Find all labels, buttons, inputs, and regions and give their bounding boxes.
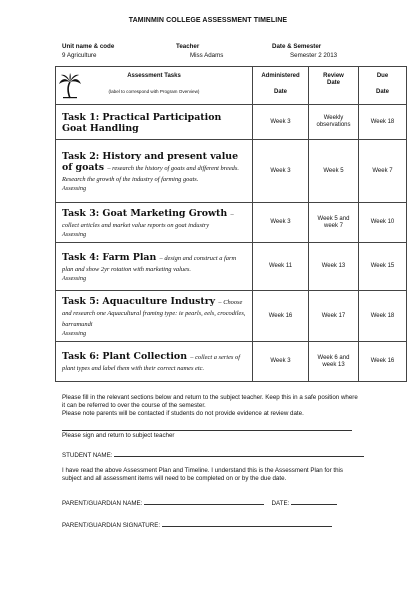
due-cell: Week 7 [359, 140, 407, 203]
table-header-row [56, 67, 407, 105]
task-assessing: Assessing [62, 274, 87, 282]
review-cell: Week 17 [309, 291, 359, 342]
parent-signature-line[interactable] [162, 521, 332, 527]
task-assessing: Assessing [62, 184, 87, 192]
assessment-timeline-table [55, 66, 407, 382]
header-due-label: Due [376, 73, 389, 79]
table-row [56, 291, 407, 342]
administered-cell: Week 3 [253, 342, 309, 382]
parent-name-label: PARENT/GUARDIAN NAME: [62, 500, 143, 507]
date-value: Semester 2 2013 [290, 52, 338, 59]
declaration-text: I have read the above Assessment Plan and Timeline. I understand this is the Assessment Plan for this subject and all assessment items will need to be completed on or by the due date. [62, 467, 343, 482]
task-cell [56, 140, 253, 203]
review-cell: Week 13 [309, 243, 359, 291]
task-description: – research the history of goats and different breeds. Research the growth of the industry of farming goats. [62, 164, 239, 183]
task-name: Task 5: Aquaculture Industry [62, 295, 216, 307]
sign-return-label: Please sign and return to subject teacher [62, 432, 175, 439]
due-cell: Week 18 [359, 291, 407, 342]
task-description: – collect a series of plant types and label them with their correct names etc. [62, 354, 240, 372]
review-cell: Week 6 and week 13 [309, 342, 359, 382]
table-row [56, 203, 407, 243]
task-name: Task 2: History and present value of goats [62, 150, 239, 173]
unit-value: 9 Agriculture [62, 52, 97, 59]
task-assessing: Assessing [62, 230, 87, 238]
task-name: Task 4: Farm Plan [62, 251, 157, 263]
header-due [359, 67, 407, 105]
teacher-label: Teacher [176, 43, 200, 50]
parent-signature-label: PARENT/GUARDIAN SIGNATURE: [62, 522, 161, 529]
parent-name-line[interactable] [144, 499, 264, 505]
administered-cell: Week 11 [253, 243, 309, 291]
table-row [56, 342, 407, 382]
parent-name-field[interactable] [62, 499, 337, 508]
unit-label: Unit name & code [62, 43, 115, 50]
task-description: – design and construct a farm plan and show 2yr rotation with marketing values. [62, 254, 237, 273]
task-assessing: Assessing [62, 329, 87, 337]
review-cell: Week 5 [309, 140, 359, 203]
task-cell [56, 203, 253, 243]
review-cell: Weekly observations [309, 105, 359, 140]
divider [62, 430, 352, 431]
student-name-label: STUDENT NAME: [62, 452, 113, 459]
header-review [309, 67, 359, 105]
administered-cell: Week 16 [253, 291, 309, 342]
header-administered [253, 67, 309, 105]
task-description: – collect articles and market value reports on goat industry [62, 210, 234, 229]
date-line[interactable] [291, 499, 337, 505]
administered-cell: Week 3 [253, 203, 309, 243]
due-cell: Week 15 [359, 243, 407, 291]
task-cell [56, 342, 253, 382]
table-row [56, 140, 407, 203]
header-administered-date: Date [273, 89, 287, 95]
due-cell: Week 16 [359, 342, 407, 382]
header-assessment-tasks [56, 67, 253, 105]
administered-cell: Week 3 [253, 140, 309, 203]
date-label: Date & Semester [272, 43, 322, 50]
header-tasks-label: Assessment Tasks [127, 73, 181, 79]
administered-cell: Week 3 [253, 105, 309, 140]
task-name: Task 3: Goat Marketing Growth [62, 207, 228, 219]
parent-signature-field[interactable] [62, 521, 332, 530]
review-cell: Week 5 and week 7 [309, 203, 359, 243]
instructions-text: Please fill in the relevant sections below and return to the subject teacher. Keep this in a safe position where it can be referred to over the course of the semester. [62, 394, 358, 409]
task-name: Task 1: Practical Participation Goat Handling [62, 111, 222, 134]
task-name: Task 6: Plant Collection [62, 351, 188, 362]
header-administered-label: Administered [261, 73, 300, 79]
task-cell [56, 243, 253, 291]
task-description: – Choose and research one Aquacultural framing type: ie pearls, eels, crocodiles, barramundi [62, 298, 246, 328]
due-cell: Week 18 [359, 105, 407, 140]
document-title: TAMINMIN COLLEGE ASSESSMENT TIMELINE [128, 17, 288, 24]
student-name-line[interactable] [114, 451, 364, 457]
student-name-field[interactable] [62, 451, 364, 460]
task-cell [56, 105, 253, 140]
date-field-label: DATE: [271, 500, 290, 507]
table-row [56, 105, 407, 140]
due-cell: Week 10 [359, 203, 407, 243]
table-row [56, 243, 407, 291]
header-review-label: Review Date [323, 73, 344, 86]
header-due-date: Date [375, 89, 389, 95]
parent-contact-note: Please note parents will be contacted if students do not provide evidence at review date. [62, 410, 304, 417]
teacher-value: Miss Adams [190, 52, 224, 59]
task-cell [56, 291, 253, 342]
header-tasks-note: (label to correspond with Program Overview) [108, 89, 200, 94]
